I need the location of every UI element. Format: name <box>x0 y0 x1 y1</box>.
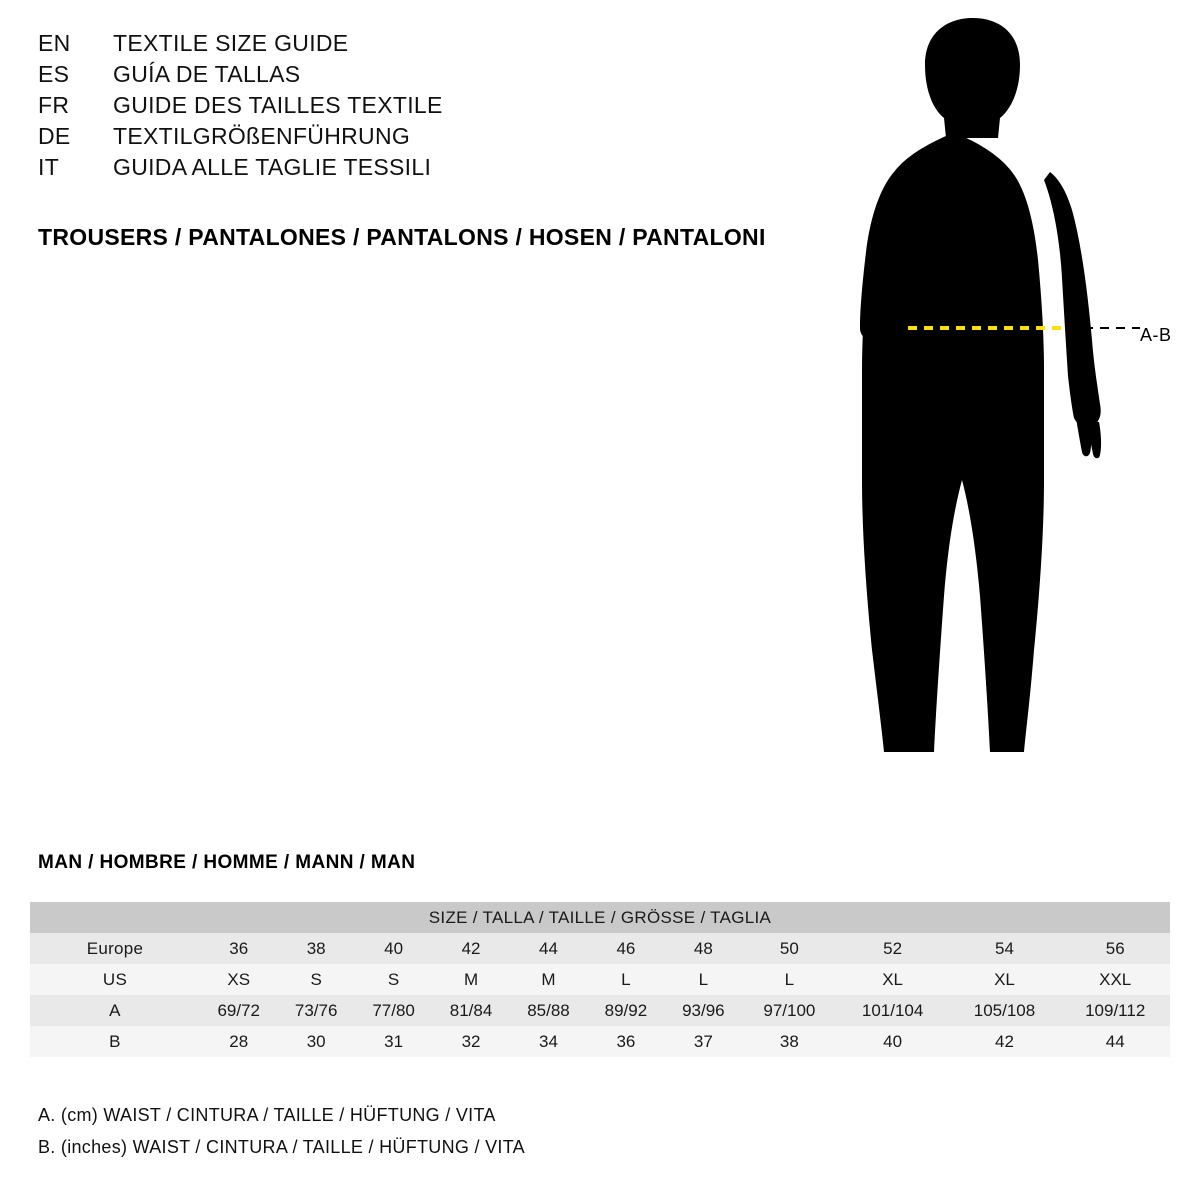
table-cell: 37 <box>693 1031 713 1051</box>
language-row <box>38 154 798 185</box>
table-cell: 44 <box>539 938 558 958</box>
table-cell: 54 <box>995 938 1014 958</box>
language-row <box>38 61 798 92</box>
table-cell: 28 <box>229 1031 249 1051</box>
table-cell: 40 <box>883 1031 903 1051</box>
table-cell: 42 <box>461 938 481 958</box>
language-code: DE <box>38 123 71 149</box>
row-label: US <box>102 969 128 989</box>
language-row <box>38 30 798 61</box>
table-cell: 34 <box>539 1031 558 1051</box>
table-cell: 85/88 <box>527 1000 570 1020</box>
table-cell: L <box>784 969 795 989</box>
table-cell: 38 <box>779 1031 799 1051</box>
table-cell: 93/96 <box>682 1000 725 1020</box>
table-cell: S <box>310 969 322 989</box>
language-code: FR <box>38 92 70 118</box>
table-cell: 77/80 <box>372 1000 415 1020</box>
row-label: Europe <box>86 938 144 958</box>
language-row <box>38 123 798 154</box>
footnote-a: A. (cm) WAIST / CINTURA / TAILLE / HÜFTUNG / VITA <box>38 1105 496 1125</box>
table-row <box>30 964 1170 995</box>
language-title: GUIDE DES TAILLES TEXTILE <box>113 92 443 118</box>
language-title: GUIDA ALLE TAGLIE TESSILI <box>113 154 432 180</box>
language-row <box>38 92 798 123</box>
table-cell: XS <box>227 969 251 989</box>
table-header-row <box>30 902 1170 933</box>
table-cell: 81/84 <box>449 1000 493 1020</box>
table-row <box>30 1026 1170 1057</box>
table-cell: 30 <box>306 1031 326 1051</box>
table-cell: 38 <box>306 938 326 958</box>
table-cell: 105/108 <box>973 1000 1036 1020</box>
table-cell: L <box>698 969 709 989</box>
table-header-label: SIZE / TALLA / TAILLE / GRÖSSE / TAGLIA <box>30 902 1170 933</box>
table-cell: 109/112 <box>1085 1000 1146 1020</box>
table-cell: XL <box>882 969 904 989</box>
language-title: GUÍA DE TALLAS <box>113 61 301 87</box>
table-cell: 48 <box>693 938 713 958</box>
table-cell: S <box>387 969 400 989</box>
table-cell: 97/100 <box>763 1000 816 1020</box>
table-cell: 44 <box>1105 1031 1125 1051</box>
table-cell: L <box>621 969 631 989</box>
table-cell: 52 <box>883 938 903 958</box>
language-code: ES <box>38 61 70 87</box>
garment-type-line: TROUSERS / PANTALONES / PANTALONS / HOSEN / PANTALONI <box>38 224 766 250</box>
language-list <box>38 30 798 185</box>
male-silhouette-icon <box>810 10 1200 800</box>
footnote-b: B. (inches) WAIST / CINTURA / TAILLE / HÜFTUNG / VITA <box>38 1137 525 1157</box>
table-cell: M <box>463 969 479 989</box>
table-cell: 50 <box>779 938 799 958</box>
size-table <box>30 902 1170 1057</box>
table-cell: 42 <box>995 1031 1014 1051</box>
table-cell: 31 <box>384 1031 404 1051</box>
table-cell: 101/104 <box>861 1000 924 1020</box>
table-cell: 40 <box>384 938 404 958</box>
table-cell: 73/76 <box>294 1000 338 1020</box>
language-title: TEXTILE SIZE GUIDE <box>113 30 349 56</box>
table-row <box>30 933 1170 964</box>
measurement-label-ab: A-B <box>1140 325 1172 345</box>
table-cell: 89/92 <box>604 1000 648 1020</box>
table-cell: XL <box>994 969 1015 989</box>
table-cell: 69/72 <box>217 1000 260 1020</box>
row-label: B <box>109 1031 121 1051</box>
measurement-figure <box>810 10 1200 800</box>
language-code: IT <box>38 154 60 180</box>
footnotes <box>38 1105 525 1169</box>
table-cell: 36 <box>616 1031 636 1051</box>
row-label: A <box>109 1000 121 1020</box>
table-cell: M <box>541 969 556 989</box>
table-cell: 56 <box>1105 938 1125 958</box>
table-row <box>30 995 1170 1026</box>
table-cell: 32 <box>461 1031 481 1051</box>
language-title: TEXTILGRÖßENFÜHRUNG <box>113 123 411 149</box>
language-code: EN <box>38 30 71 56</box>
table-cell: 36 <box>229 938 249 958</box>
table-section-title: MAN / HOMBRE / HOMME / MANN / MAN <box>38 852 416 873</box>
table-cell: 46 <box>616 938 636 958</box>
table-cell: XXL <box>1099 969 1132 989</box>
